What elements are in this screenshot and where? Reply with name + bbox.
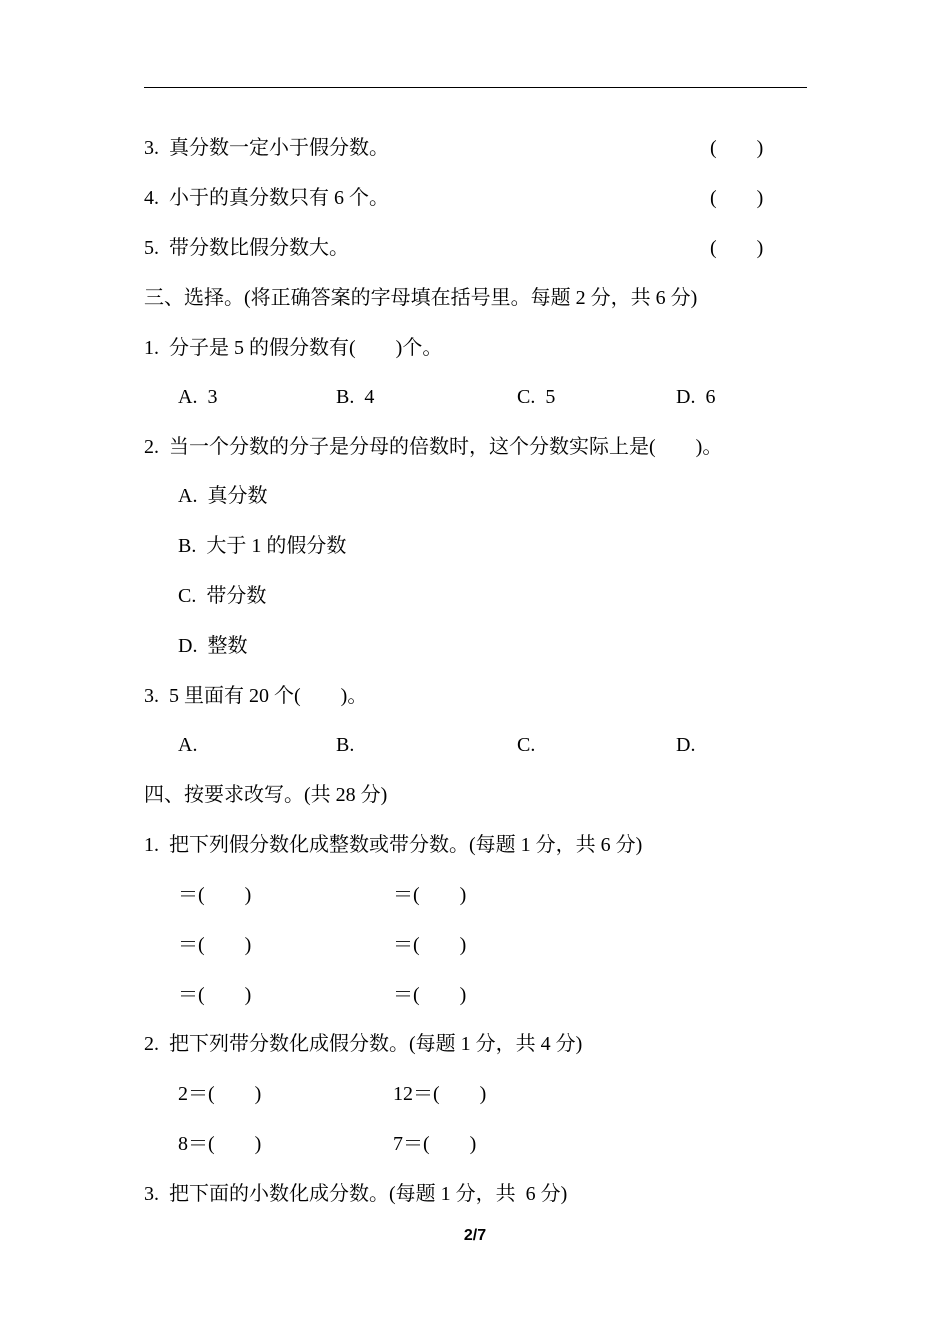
choice-3-option-d[interactable]: D. bbox=[676, 734, 696, 756]
rewrite-2-blank[interactable]: 2＝( ) bbox=[178, 1083, 262, 1105]
choice-question-1: 1. 分子是 5 的假分数有( )个。 bbox=[144, 337, 443, 359]
judge-item-4: 4. 小于的真分数只有 6 个。 bbox=[144, 187, 389, 209]
judge-item-5: 5. 带分数比假分数大。 bbox=[144, 237, 349, 259]
judge-item-3: 3. 真分数一定小于假分数。 bbox=[144, 137, 389, 159]
rewrite-1-blank[interactable]: ＝( ) bbox=[178, 934, 252, 956]
choice-2-option-c[interactable]: C. 带分数 bbox=[178, 585, 267, 607]
choice-1-option-d[interactable]: D. 6 bbox=[676, 386, 716, 408]
rewrite-question-2: 2. 把下列带分数化成假分数。(每题 1 分，共 4 分) bbox=[144, 1033, 583, 1055]
choice-question-2: 2. 当一个分数的分子是分母的倍数时，这个分数实际上是( )。 bbox=[144, 436, 723, 458]
choice-3-option-c[interactable]: C. bbox=[517, 734, 536, 756]
rewrite-1-blank[interactable]: ＝( ) bbox=[393, 984, 467, 1006]
rewrite-1-blank[interactable]: ＝( ) bbox=[393, 884, 467, 906]
choice-3-option-b[interactable]: B. bbox=[336, 734, 355, 756]
rewrite-1-blank[interactable]: ＝( ) bbox=[393, 934, 467, 956]
rewrite-2-blank[interactable]: 7＝( ) bbox=[393, 1133, 477, 1155]
section-four-title: 四、按要求改写。(共 28 分) bbox=[144, 784, 388, 806]
choice-2-option-d[interactable]: D. 整数 bbox=[178, 635, 248, 657]
page-number: 2/7 bbox=[463, 1227, 487, 1244]
choice-2-option-b[interactable]: B. 大于 1 的假分数 bbox=[178, 535, 347, 557]
rewrite-1-blank[interactable]: ＝( ) bbox=[178, 884, 252, 906]
choice-1-option-a[interactable]: A. 3 bbox=[178, 386, 218, 408]
choice-1-option-b[interactable]: B. 4 bbox=[336, 386, 375, 408]
header-rule bbox=[144, 87, 807, 88]
rewrite-question-1: 1. 把下列假分数化成整数或带分数。(每题 1 分，共 6 分) bbox=[144, 834, 643, 856]
answer-bracket-4[interactable]: ( ) bbox=[710, 187, 764, 209]
section-three-title: 三、选择。(将正确答案的字母填在括号里。每题 2 分，共 6 分) bbox=[144, 287, 698, 309]
choice-1-option-c[interactable]: C. 5 bbox=[517, 386, 556, 408]
rewrite-question-3: 3. 把下面的小数化成分数。(每题 1 分，共 6 分) bbox=[144, 1183, 568, 1205]
choice-question-3: 3. 5 里面有 20 个( )。 bbox=[144, 685, 368, 707]
rewrite-1-blank[interactable]: ＝( ) bbox=[178, 984, 252, 1006]
rewrite-2-blank[interactable]: 8＝( ) bbox=[178, 1133, 262, 1155]
answer-bracket-5[interactable]: ( ) bbox=[710, 237, 764, 259]
choice-3-option-a[interactable]: A. bbox=[178, 734, 198, 756]
choice-2-option-a[interactable]: A. 真分数 bbox=[178, 485, 268, 507]
answer-bracket-3[interactable]: ( ) bbox=[710, 137, 764, 159]
rewrite-2-blank[interactable]: 12＝( ) bbox=[393, 1083, 487, 1105]
